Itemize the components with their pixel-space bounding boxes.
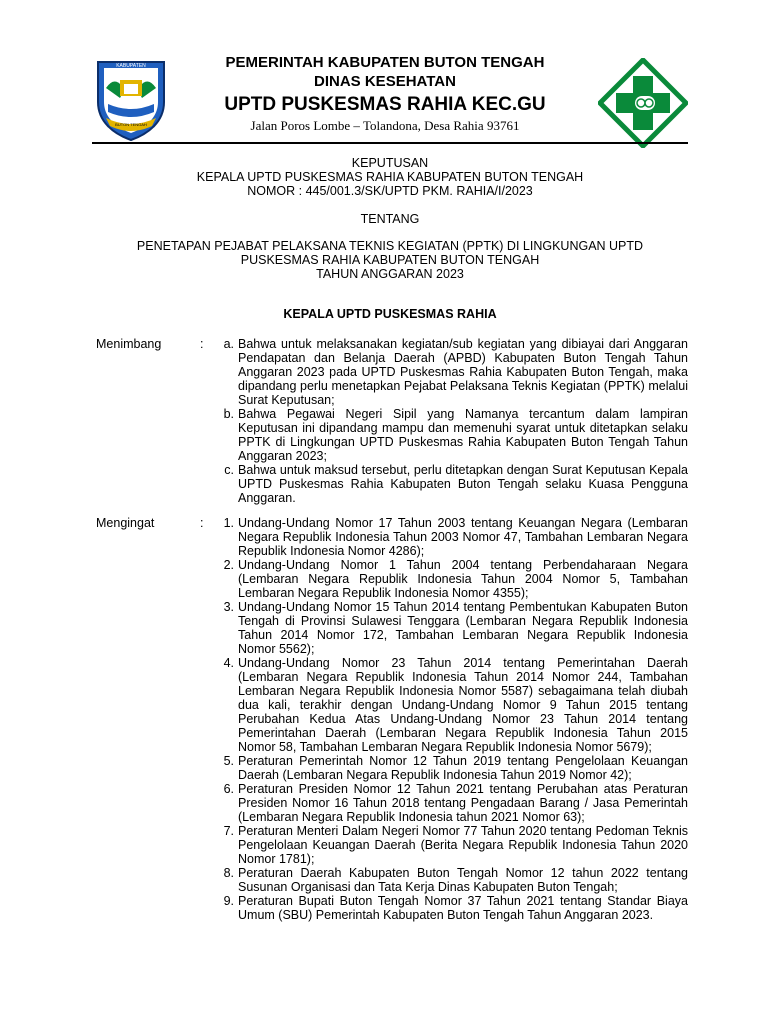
letterhead-divider (92, 142, 688, 144)
item-marker: 3. (223, 600, 234, 614)
item-text: Undang-Undang Nomor 15 Tahun 2014 tentang Pembentukan Kabupaten Buton Tengah di Provinsi Sulawesi Tenggara (Lembaran Negara Republik Indonesia Tahun 2014 Nomor 172, Tambahan Lembaran Negara Republik Indonesia Nomor 5562); (238, 600, 688, 656)
item-marker: 1. (223, 516, 234, 530)
item-marker: 7. (223, 824, 234, 838)
item-text: Undang-Undang Nomor 23 Tahun 2014 tentang Pemerintahan Daerah (Lembaran Negara Republik Indonesia Tahun 2014 Nomor 244, Tambahan Lembaran Negara Republik Indonesia Nomor 5587) sebagaimana telah diubah dua kali, terakhir dengan Undang-Undang Nomor 9 Tahun 2015 tentang Perubahan Kedua Atas Undang-Undang Nomor 23 Tahun 2014 tentang Pemerintahan Daerah (Lembaran Negara Republik Indonesia Tahun 2015 Nomor 58, Tambahan Lembaran Negara Republik Indonesia Nomor 5679); (238, 656, 688, 754)
item-marker: 6. (223, 782, 234, 796)
about-heading: TENTANG (360, 212, 420, 226)
letterhead-department: DINAS KESEHATAN (314, 73, 456, 90)
item-marker: b. (223, 407, 234, 421)
item-text: Bahwa Pegawai Negeri Sipil yang Namanya tercantum dalam lampiran Keputusan ini dipandang mampu dan memenuhi syarat untuk ditetapkan selaku PPTK di Lingkungan UPTD Puskesmas Rahia Kabupaten Buton Tengah Tahun Anggaran 2023; (238, 407, 688, 463)
letterhead-government: PEMERINTAH KABUPATEN BUTON TENGAH (225, 54, 545, 71)
item-marker: c. (224, 463, 234, 477)
mengingat-colon: : (200, 516, 204, 530)
letterhead-address: Jalan Poros Lombe – Tolandona, Desa Rahia 93761 (250, 118, 520, 133)
menimbang-label: Menimbang (96, 337, 162, 351)
item-text: Bahwa untuk maksud tersebut, perlu ditetapkan dengan Surat Keputusan Kepala UPTD Puskesmas Rahia Kabupaten Buton Tengah selaku Kuasa Pengguna Anggaran. (238, 463, 688, 505)
mengingat-list (214, 516, 688, 922)
item-text: Peraturan Menteri Dalam Negeri Nomor 77 Tahun 2020 tentang Pedoman Teknis Pengelolaan Keuangan Daerah (Berita Negara Republik Indonesia Tahun 2020 Nomor 1781); (238, 824, 688, 866)
item-text: Peraturan Pemerintah Nomor 12 Tahun 2019 tentang Pengelolaan Keuangan Daerah (Lembaran Negara Republik Indonesia Tahun 2019 Nomor 42); (238, 754, 688, 782)
list-item (214, 600, 688, 656)
menimbang-list (214, 337, 688, 505)
authority-heading: KEPALA UPTD PUSKESMAS RAHIA (283, 307, 497, 321)
item-marker: 5. (223, 754, 234, 768)
list-item (214, 337, 688, 407)
menimbang-colon: : (200, 337, 204, 351)
list-item (214, 782, 688, 824)
list-item (214, 824, 688, 866)
subject-line-3: TAHUN ANGGARAN 2023 (316, 267, 464, 281)
kabupaten-emblem-logo (92, 58, 170, 142)
item-text: Undang-Undang Nomor 17 Tahun 2003 tentang Keuangan Negara (Lembaran Negara Republik Indonesia Tahun 2003 Nomor 47, Tambahan Lembaran Negara Republik Indonesia Nomor 4286); (238, 516, 688, 558)
item-text: Peraturan Bupati Buton Tengah Nomor 37 Tahun 2021 tentang Standar Biaya Umum (SBU) Pemerintah Kabupaten Buton Tengah Tahun Anggaran 2023. (238, 894, 688, 922)
item-text: Bahwa untuk melaksanakan kegiatan/sub kegiatan yang dibiayai dari Anggaran Pendapatan dan Belanja Daerah (APBD) Kabupaten Buton Tengah Tahun Anggaran 2023 pada UPTD Puskesmas Rahia Kabupaten Buton Tengah, maka dipandang perlu menetapkan Pejabat Pelaksana Teknis Kegiatan (PPTK) melalui Surat Keputusan; (238, 337, 688, 407)
list-item (214, 894, 688, 922)
list-item (214, 656, 688, 754)
emblem-ribbon-text: BUTON TENGAH (115, 122, 147, 127)
emblem-top-text: KABUPATEN (116, 63, 146, 69)
list-item (214, 866, 688, 894)
list-item (214, 754, 688, 782)
list-item (214, 558, 688, 600)
document-number: NOMOR : 445/001.3/SK/UPTD PKM. RAHIA/I/2023 (247, 184, 533, 198)
item-marker: 9. (223, 894, 234, 908)
item-text: Peraturan Presiden Nomor 12 Tahun 2021 tentang Perubahan atas Peraturan Presiden Nomor 16 Tahun 2018 tentang Pengadaan Barang / Jasa Pemerintah (Lembaran Negara Republik Indonesia tahun 2021 Nomor 63); (238, 782, 688, 824)
list-item (214, 407, 688, 463)
item-text: Peraturan Daerah Kabupaten Buton Tengah Nomor 12 tahun 2022 tentang Susunan Organisasi dan Tata Kerja Dinas Kabupaten Buton Tengah; (238, 866, 688, 894)
list-item (214, 463, 688, 505)
item-marker: a. (223, 337, 234, 351)
mengingat-label: Mengingat (96, 516, 155, 530)
item-marker: 2. (223, 558, 234, 572)
item-marker: 8. (223, 866, 234, 880)
list-item (214, 516, 688, 558)
item-text: Undang-Undang Nomor 1 Tahun 2004 tentang Perbendaharaan Negara (Lembaran Negara Republik Indonesia Tahun 2004 Nomor 5, Tambahan Lembaran Negara Republik Indonesia Nomor 4355); (238, 558, 688, 600)
subject-line-1: PENETAPAN PEJABAT PELAKSANA TEKNIS KEGIATAN (PPTK) DI LINGKUNGAN UPTD (136, 239, 644, 253)
item-marker: 4. (223, 656, 234, 670)
document-issuer: KEPALA UPTD PUSKESMAS RAHIA KABUPATEN BUTON TENGAH (196, 170, 584, 184)
letterhead-unit: UPTD PUSKESMAS RAHIA KEC.GU (224, 94, 546, 115)
subject-line-2: PUSKESMAS RAHIA KABUPATEN BUTON TENGAH (240, 253, 540, 267)
puskesmas-logo (598, 58, 688, 148)
document-type: KEPUTUSAN (351, 156, 429, 170)
